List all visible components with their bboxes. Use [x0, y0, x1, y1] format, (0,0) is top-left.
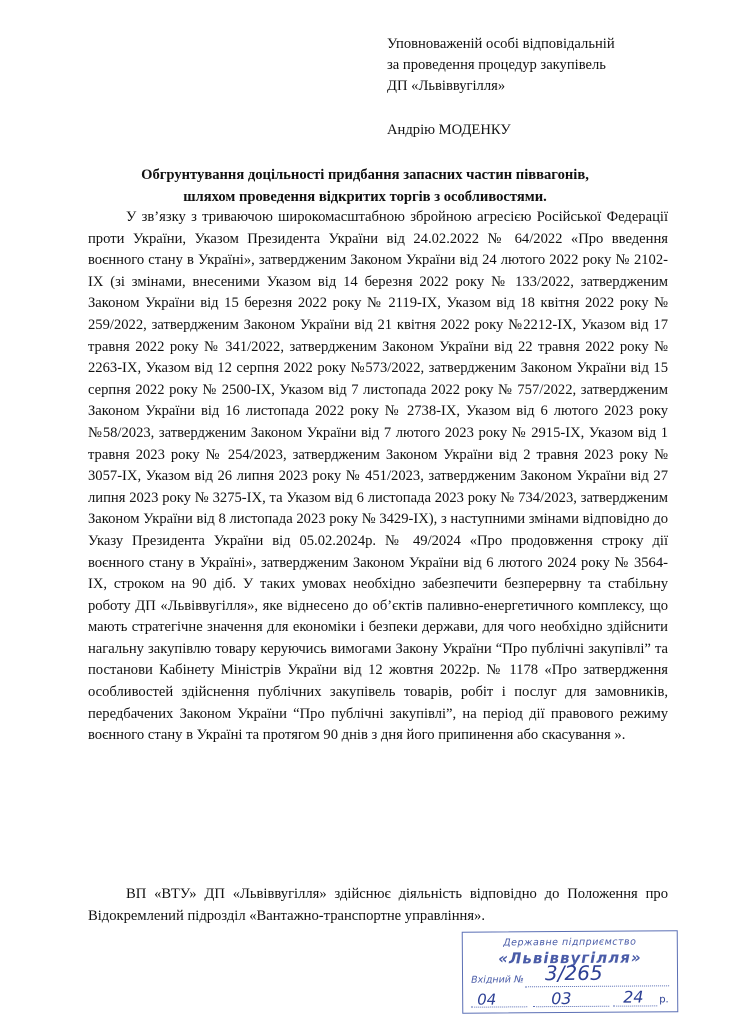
stamp-day: 04 [477, 990, 497, 1009]
stamp-number-line [525, 985, 669, 987]
stamp-year-suffix: р. [659, 994, 669, 1006]
document-title [60, 164, 670, 208]
stamp-org: Державне підприємство [503, 936, 637, 949]
stamp-incoming-label: Вхідний № [471, 974, 524, 986]
stamp-brand: «Львіввугілля» [498, 948, 642, 968]
addressee-line-3: ДП «Львіввугілля» [387, 78, 506, 94]
addressee-line-2: за проведення процедур закупівель [387, 57, 606, 73]
addressee-name: Андрію МОДЕНКУ [387, 122, 511, 138]
stamp-month: 03 [551, 988, 572, 1009]
document-title-line-1: Обгрунтування доцільності придбання запасних частин піввагонів, [141, 167, 589, 183]
stamp-year: 24 [623, 987, 644, 1007]
body-paragraph-1: У зв’язку з триваючою широкомасштабною збройною агресією Російської Федерації проти України, Указом Президента України від 24.02.2022 № 64/2022 «Про введення воєнного стану в Україні», затвердженим Законом України від 24 лютого 2022 року № 2102-IX (зі змінами, внесеними Указом від 14 березня 2022 року № 133/2022, затвердженим Законом України від 15 березня 2022 року № 2119-IX, Указом від 18 квітня 2022 року № 259/2022, затвердженим Законом України від 21 квітня 2022 року №2212-IX, Указом від 17 травня 2022 року № 341/2022, затвердженим Законом України від 22 травня 2022 року № 2263-IX, Указом від 12 серпня 2022 року №573/2022, затвердженим Законом України від 15 серпня 2022 року № 2500-IX, Указом від 7 листопада 2022 року № 757/2022, затвердженим Законом України від 16 листопада 2022 року № 2738-IX, Указом від 6 лютого 2023 року №58/2023, затвердженим Законом України від 7 лютого 2023 року № 2915-IX, Указом від 1 травня 2023 року № 254/2023, затвердженим Законом України від 2 травня 2023 року № 3057-IX, Указом від 26 липня 2023 року № 451/2023, затвердженим Законом України від 27 липня 2023 року № 3275-IX, та Указом від 6 листопада 2023 року № 734/2023, затвердженим Законом України від 8 листопада 2023 року № 3429-IX), з наступними змінами відповідно до Указу Президента України від 05.02.2024р. № 49/2024 «Про продовження строку дії воєнного стану в Україні», затвердженим Законом України від 6 лютого 2024 року № 3564-IX, строком на 90 діб. У таких умовах необхідно забезпечити безперервну та стабільну роботу ДП «Львіввугілля», яке віднесено до об’єктів паливно-енергетичного комплексу, що мають стратегічне значення для економіки і безпеки держави, для чого необхідно здійснити нагальну закупівлю товару керуючись вимогами Закону України “Про публічні закупівлі” та постанови Кабінету Міністрів України від 12 жовтня 2022р. № 1178 «Про затвердження особливостей здійснення публічних закупівель товарів, робіт і послуг для замовників, передбачених Законом України “Про публічні закупівлі”, на період дії правового режиму воєнного стану в Україні та протягом 90 днів з дня його припинення або скасування ». [88, 209, 668, 744]
stamp-reg-number: 3/265 [544, 960, 603, 986]
registration-stamp [462, 930, 679, 1014]
addressee-block [387, 34, 615, 141]
document-title-line-2: шляхом проведення відкритих торгів з особливостями. [183, 189, 547, 205]
body-paragraph-2: ВП «ВТУ» ДП «Львіввугілля» здійснює діяльність відповідно до Положення про Відокремлений підрозділ «Вантажно-транспортне управління». [88, 886, 668, 924]
addressee-line-1: Уповноваженій особі відповідальній [387, 36, 615, 52]
